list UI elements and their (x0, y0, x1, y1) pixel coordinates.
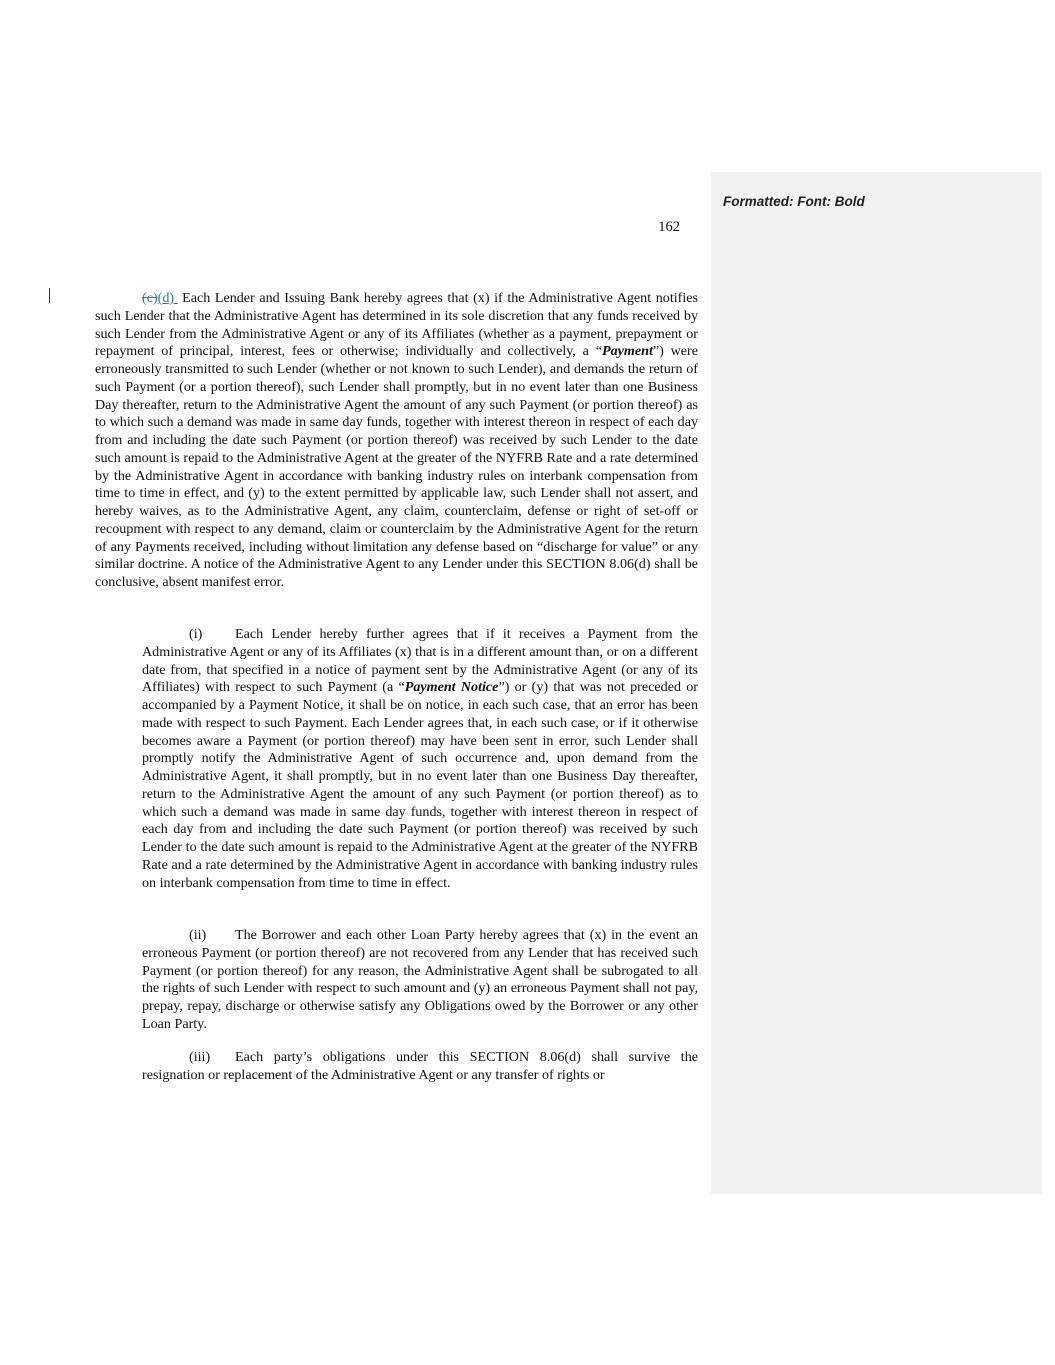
inserted-marker: (d) (157, 290, 175, 306)
deleted-marker: (c) (142, 290, 158, 306)
paragraph-iii-indent (189, 1049, 235, 1067)
defined-term-payment-notice: Payment Notice (404, 679, 499, 696)
paragraph-i-indent (189, 626, 235, 644)
paragraph-i-text-1: Each Lender hereby further agrees that if it receives a Payment from the Administrative Agent or any of its Affiliates (x) that is in a different amount than, or on a different date from, that specified in a notice of payment sent by the Administrative Agent (or any of its Affiliates) with respect to such Payment (a “ (142, 626, 698, 696)
paragraph-i-text-2: ”) or (y) that was not preceded or accompanied by a Payment Notice, it shall be on notice, in each such case, that an error has been made with respect to such Payment. Each Lender agrees that, in each such case, or if it otherwise becomes aware a Payment (or portion thereof) may have been sent in error, such Lender shall promptly notify the Administrative Agent of such occurrence and, upon demand from the Administrative Agent, it shall promptly, but in no event later than one Business Day thereafter, return to the Administrative Agent the amount of any such Payment (or portion thereof) as to which such a demand was made in same day funds, together with interest thereon in respect of each day from and including the date such Payment (or portion thereof) was received by such Lender to the date such amount is repaid to the Administrative Agent at the greater of the NYFRB Rate and a rate determined by the Administrative Agent in accordance with banking industry rules on interbank compensation from time to time in effect. (142, 679, 698, 891)
paragraph-iii-text: Each party’s obligations under this SECTION 8.06(d) shall survive the resignation or replacement of the Administrative Agent or any transfer of rights or (142, 1049, 698, 1083)
comment-pane (711, 172, 1042, 1194)
change-bar (49, 288, 50, 303)
paragraph-ii-text: The Borrower and each other Loan Party hereby agrees that (x) in the event an erroneous Payment (or portion thereof) are not recovered from any Lender that has received such Payment (or portion thereof) for any reason, the Administrative Agent shall be subrogated to all the rights of such Lender with respect to such amount and (y) an erroneous Payment shall not pay, prepay, repay, discharge or otherwise satisfy any Obligations owed by the Borrower or any other Loan Party. (142, 927, 698, 1032)
paragraph-ii-indent (189, 927, 235, 945)
comment-pane-title[interactable]: Formatted: Font: Bold (723, 194, 865, 209)
page-number: 162 (658, 219, 680, 235)
paragraph-d-text-1: Each Lender and Issuing Bank hereby agrees that (x) if the Administrative Agent notifies such Lender that the Administrative Agent has determined in its sole discretion that any funds received by such Lender from the Administrative Agent or any of its Affiliates (whether as a payment, prepayment or repayment of principal, interest, fees or otherwise; individually and collectively, a “ (95, 290, 698, 360)
paragraph-d-marker (142, 290, 182, 308)
inserted-tab (174, 290, 182, 308)
paragraph-iii (142, 1049, 698, 1085)
paragraph-i (142, 626, 698, 892)
paragraph-ii (142, 927, 698, 1034)
paragraph-ii-number: (ii) (189, 927, 207, 943)
paragraph-d-text-2: ”) were erroneously transmitted to such Lender (whether or not known to such Lender), and demands the return of such Payment (or a portion thereof), such Lender shall promptly, but in no event later than one Business Day thereafter, return to the Administrative Agent the amount of any such Payment (or portion thereof) as to which such a demand was made in same day funds, together with interest thereon in respect of each day from and including the date such Payment (or portion thereof) was received by such Lender to the date such amount is repaid to the Administrative Agent at the greater of the NYFRB Rate and a rate determined by the Administrative Agent in accordance with banking industry rules on interbank compensation from time to time in effect, and (y) to the extent permitted by applicable law, such Lender shall not assert, and hereby waives, as to the Administrative Agent, any claim, counterclaim, defense or right of set-off or recoupment with respect to any demand, claim or counterclaim by the Administrative Agent for the return of any Payments received, including without limitation any defense based on “discharge for value” or any similar doctrine. A notice of the Administrative Agent to any Lender under this SECTION 8.06(d) shall be conclusive, absent manifest error. (95, 343, 698, 590)
paragraph-iii-number: (iii) (189, 1049, 211, 1065)
paragraph-i-number: (i) (189, 626, 203, 642)
paragraph-d (95, 290, 698, 592)
defined-term-payment: Payment (601, 343, 653, 360)
